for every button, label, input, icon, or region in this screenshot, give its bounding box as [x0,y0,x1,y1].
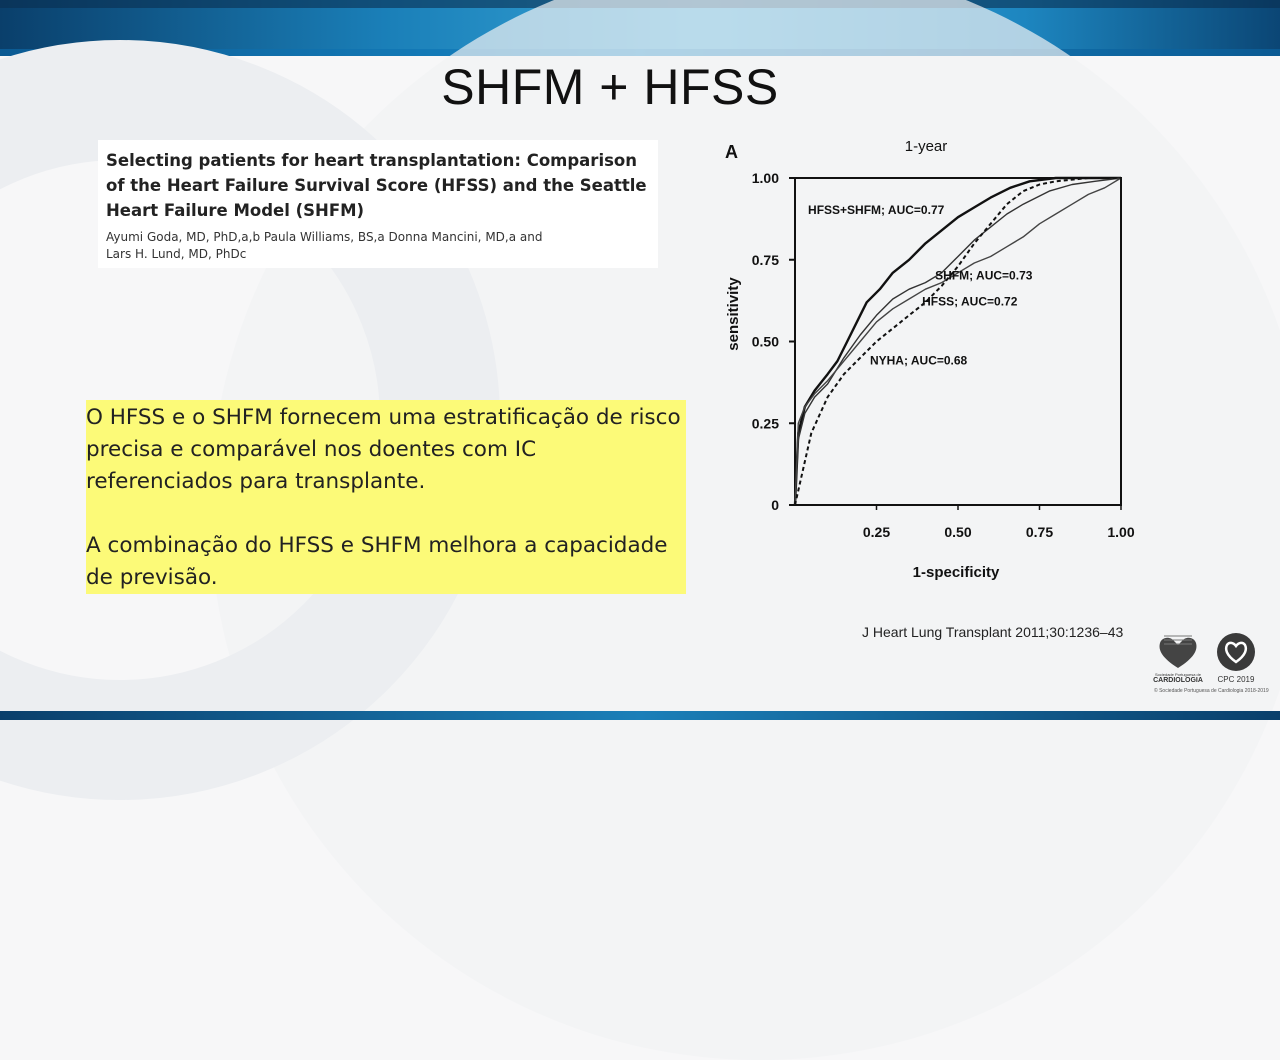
series-line-0 [795,178,1121,505]
annotation-label: SHFM; AUC=0.73 [935,268,1033,283]
y-tick-label: 0.75 [751,251,779,268]
x-tick-label: 1.00 [1107,524,1135,540]
plot-frame [795,178,1121,505]
spc-logo [1152,632,1204,692]
footer-banner [0,711,1280,720]
roc-chart [700,128,1150,598]
annotation-label: HFSS; AUC=0.72 [922,294,1018,309]
cpc-logo-label: CPC 2019 [1217,675,1255,684]
series-line-1 [795,178,1121,505]
y-axis-ticks [752,170,795,513]
spc-logo-line2: CARDIOLOGIA [1153,677,1203,684]
chart-title: 1-year [904,138,948,155]
series-line-2 [795,178,1121,505]
summary-callout [86,400,686,594]
y-tick-label: 0.50 [751,333,779,350]
series-group [795,178,1121,505]
logo-footer-text: © Sociedade Portuguesa de Cardiologia 2018-2019 [1154,688,1269,694]
y-axis-label: sensitivity [725,277,742,351]
citation: J Heart Lung Transplant 2011;30:1236–43 [862,624,1124,640]
x-axis-ticks [863,505,1135,540]
panel-label: A [725,142,738,162]
annotation-label: HFSS+SHFM; AUC=0.77 [808,202,945,217]
y-tick-label: 1.00 [751,170,779,186]
spc-logo-line1: Sociedade Portuguesa de [1154,672,1202,677]
cpc-heart-icon [1214,632,1258,672]
x-tick-label: 0.25 [862,524,891,540]
callout-paragraph-1: O HFSS e o SHFM fornecem uma estratificação de risco precisa e comparável nos doentes com IC referenciados para transplante. [86,405,681,494]
series-line-3 [795,178,1121,505]
cpc-logo [1214,632,1258,692]
callout-paragraph-2: A combinação do HFSS e SHFM melhora a capacidade de previsão. [86,533,668,590]
y-tick-label: 0.25 [751,415,779,432]
annotation-label: NYHA; AUC=0.68 [869,353,968,368]
x-tick-label: 0.50 [944,524,972,540]
y-tick-label: 0 [771,497,779,513]
x-tick-label: 0.75 [1025,524,1054,540]
paper-title: Selecting patients for heart transplantation: Comparison of the Heart Failure Survival Score (HFSS) and the Seattle Heart Failure Model (SHFM) [106,151,647,220]
heart-logo-icon [1152,632,1204,672]
paper-excerpt [98,140,658,268]
paper-authors [106,229,651,263]
authors-line-1: Ayumi Goda, MD, PhD,a,b Paula Williams, BS,a Donna Mancini, MD,a and [106,230,543,244]
x-axis-label: 1-specificity [912,564,1000,581]
authors-line-2: Lars H. Lund, MD, PhDc [106,247,247,261]
slide-title: SHFM + HFSS [441,59,779,115]
